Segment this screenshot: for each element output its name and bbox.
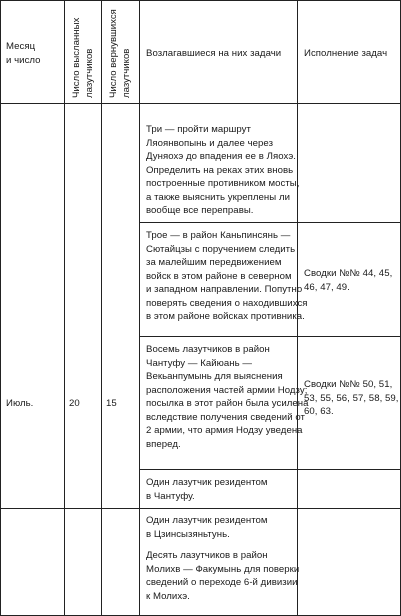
- row-5-tasks: Один лазутчик резидентом в Цзинсызяньтунь. Десять лазутчиков в район Молихв — Факумынь для поверки сведений о переходе 6-й дивизии к Молихэ.: [146, 515, 300, 602]
- row-divider: [139, 336, 401, 337]
- row-2-tasks: Трое — в район Каньпинсянь — Сютайцзы с поручением следить за малейшим передвижением войск в этом районе в северном и западном направлении. Попутно поверять сведения о находившихся в этом районе войсках противника.: [146, 230, 308, 322]
- col-divider: [101, 0, 102, 616]
- row-divider: [0, 0, 401, 1]
- row-3-tasks: Восемь лазутчиков в район Чантуфу — Кайюань — Векьанпумынь для выяснения расположения частей армии Нодзу; посылка в этот район была усилена вследствие получения сведений от 2 армии, что армия Нодзу уведена вперед.: [146, 344, 309, 450]
- row-divider: [139, 469, 401, 470]
- row-3-result: Сводки №№ 50, 51, 53, 55, 56, 57, 58, 59, 60, 63.: [304, 379, 399, 417]
- col-divider: [139, 0, 140, 616]
- row-3-date: Июль.: [6, 398, 34, 409]
- row-2-result: Сводки №№ 44, 45, 46, 47, 49.: [304, 268, 393, 293]
- row-divider: [0, 508, 401, 509]
- row-1-tasks: Три — пройти маршрут Ляоянвопынь и далее через Дуняохэ до впадения ее в Ляохэ. Определить на реках этих вновь построенные противником мосты, а также выяснить укреплены ли вообще все переправы.: [146, 124, 300, 216]
- row-divider: [139, 222, 401, 223]
- header-result: Исполнение задач: [304, 48, 388, 59]
- row-3-returned: 15: [106, 398, 117, 409]
- col-divider: [64, 0, 65, 616]
- header-tasks: Возлагавшиеся на них задачи: [146, 48, 282, 59]
- header-date: Месяц и число: [6, 41, 41, 66]
- row-4-tasks: Один лазутчик резидентом в Чантуфу.: [146, 477, 268, 502]
- col-divider: [0, 0, 1, 616]
- row-divider: [0, 103, 401, 104]
- row-3-sent: 20: [69, 398, 80, 409]
